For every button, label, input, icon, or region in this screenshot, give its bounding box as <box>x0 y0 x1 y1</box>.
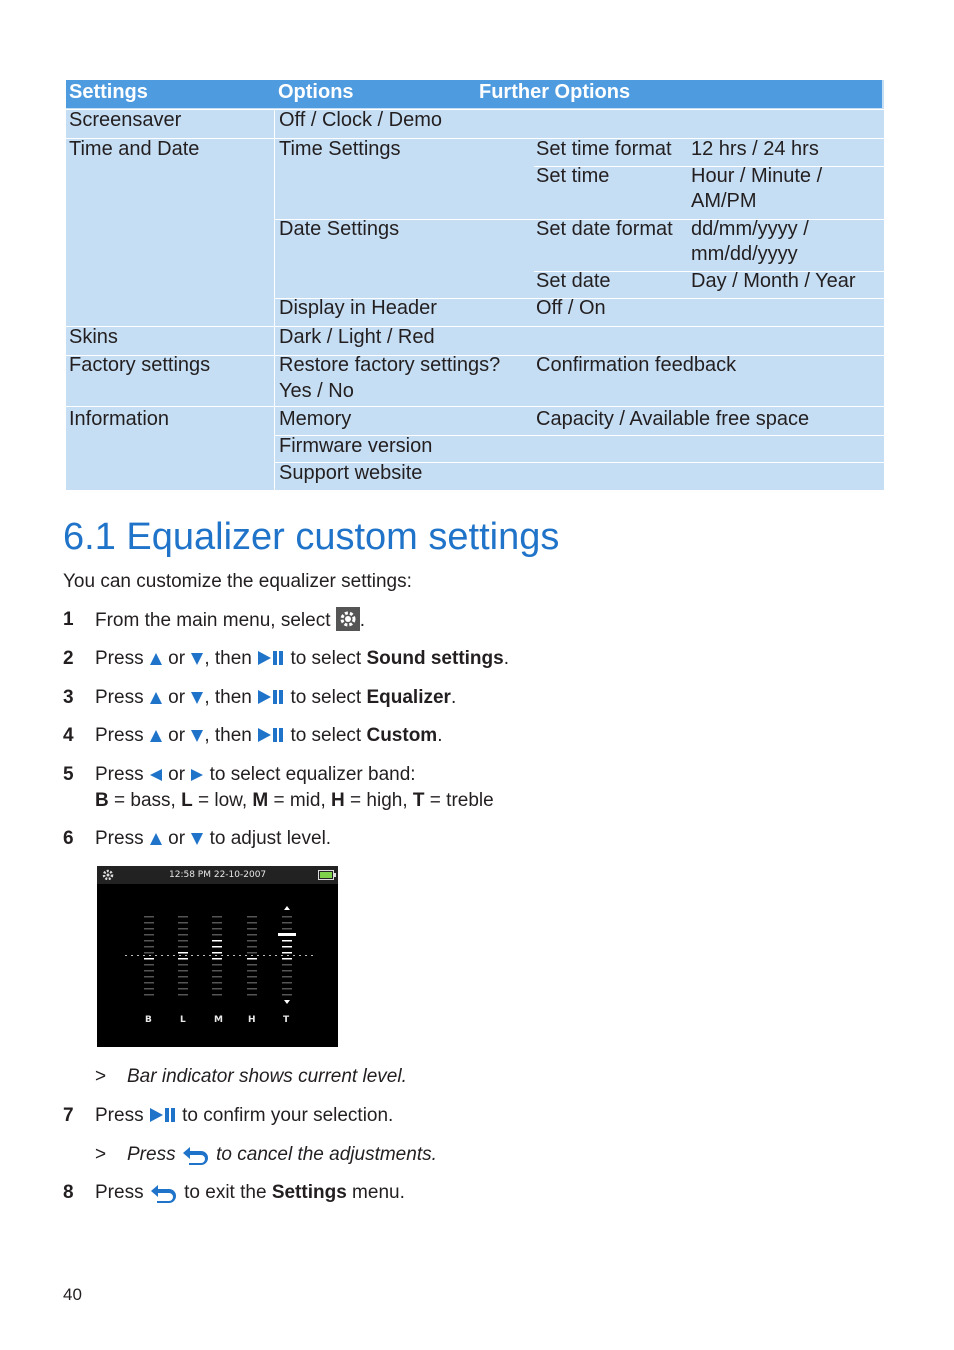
eq-bar-segment <box>247 940 257 942</box>
up-arrow-icon <box>149 652 163 666</box>
center-line-dot <box>269 955 271 956</box>
center-line-dot <box>293 955 295 956</box>
step-5: Press or to select equalizer band: <box>95 764 416 785</box>
center-line-dot <box>179 955 181 956</box>
step-2-number: 2 <box>63 648 74 669</box>
eq-bar-segment <box>247 994 257 996</box>
section-title: 6.1 Equalizer custom settings <box>63 516 560 558</box>
eq-bar-segment <box>282 928 292 930</box>
step-5-band-legend: B = bass, L = low, M = mid, H = high, T = treble <box>95 790 494 811</box>
cell-set-time-value-1: Hour / Minute / <box>691 165 823 187</box>
header-further-options: Further Options <box>479 81 631 103</box>
eq-bar-segment <box>247 982 257 984</box>
eq-bar-segment <box>144 988 154 990</box>
eq-bar-segment <box>212 946 222 948</box>
cell-yes-no: Yes / No <box>279 380 354 402</box>
eq-bar-segment <box>247 964 257 966</box>
table-header-row <box>66 80 884 108</box>
eq-bar-segment <box>212 982 222 984</box>
eq-bar-segment <box>282 964 292 966</box>
eq-bar-segment <box>144 970 154 972</box>
eq-bar-segment <box>212 976 222 978</box>
down-arrow-icon <box>190 729 204 743</box>
eq-bar-segment <box>178 934 188 936</box>
down-arrow-icon <box>190 691 204 705</box>
eq-bar-segment <box>178 916 188 918</box>
cell-set-time-format: Set time format <box>536 138 672 160</box>
settings-gear-icon <box>336 607 360 631</box>
eq-bar-segment <box>144 916 154 918</box>
eq-bar-segment <box>212 916 222 918</box>
cell-set-date-format: Set date format <box>536 218 673 240</box>
eq-bar-segment <box>247 934 257 936</box>
cell-support-website: Support website <box>279 462 423 484</box>
cell-skins-options: Dark / Light / Red <box>279 326 435 348</box>
center-line-dot <box>227 955 229 956</box>
equalizer-screen <box>97 866 338 1047</box>
center-line-dot <box>299 955 301 956</box>
result-2: > Press to cancel the adjustments. <box>95 1144 437 1165</box>
eq-bar-segment <box>212 994 222 996</box>
center-line-dot <box>167 955 169 956</box>
eq-bar-segment <box>282 976 292 978</box>
up-arrow-icon <box>149 832 163 846</box>
eq-bar-segment <box>178 994 188 996</box>
center-line-dot <box>263 955 265 956</box>
eq-bar-segment <box>247 946 257 948</box>
eq-bar-segment <box>247 970 257 972</box>
intro-text: You can customize the equalizer settings: <box>63 571 412 592</box>
eq-bar-segment <box>282 946 292 948</box>
down-arrow-icon <box>190 652 204 666</box>
cell-set-date-format-value-2: mm/dd/yyyy <box>691 243 798 265</box>
center-line-dot <box>161 955 163 956</box>
result-1: > Bar indicator shows current level. <box>95 1066 407 1087</box>
eq-bar-segment <box>212 934 222 936</box>
cell-set-date: Set date <box>536 270 611 292</box>
band-label-high: H <box>248 1015 256 1025</box>
eq-bar-segment <box>144 928 154 930</box>
cell-skins: Skins <box>69 326 118 348</box>
page-number: 40 <box>63 1285 82 1304</box>
step-7: Press to confirm your selection. <box>95 1105 394 1126</box>
play-pause-icon <box>257 689 285 705</box>
eq-bar-segment <box>247 976 257 978</box>
play-pause-icon <box>149 1107 177 1123</box>
eq-bar-segment <box>144 994 154 996</box>
eq-bar-segment <box>212 952 222 954</box>
eq-bar-segment <box>178 940 188 942</box>
eq-bar-segment <box>247 916 257 918</box>
eq-bar-segment <box>178 982 188 984</box>
eq-bar-segment <box>178 946 188 948</box>
center-line-dot <box>305 955 307 956</box>
step-8-number: 8 <box>63 1182 74 1203</box>
eq-bar-segment <box>247 952 257 954</box>
cell-memory: Memory <box>279 408 352 430</box>
eq-bar-segment <box>212 940 222 942</box>
step-8: Press to exit the Settings menu. <box>95 1182 405 1203</box>
cell-screensaver-options: Off / Clock / Demo <box>279 109 443 131</box>
eq-bar-segment <box>144 934 154 936</box>
cell-screensaver: Screensaver <box>69 109 182 131</box>
eq-bar-segment <box>178 988 188 990</box>
eq-bar-segment <box>178 922 188 924</box>
center-line-dot <box>251 955 253 956</box>
eq-bar-segment <box>144 946 154 948</box>
center-line-dot <box>125 955 127 956</box>
cell-information: Information <box>69 408 170 430</box>
cell-memory-value: Capacity / Available free space <box>536 408 810 430</box>
cell-time-settings: Time Settings <box>279 138 401 160</box>
settings-table <box>66 80 884 490</box>
step-7-number: 7 <box>63 1105 74 1126</box>
play-pause-icon <box>257 727 285 743</box>
down-arrow-icon <box>190 832 204 846</box>
cell-set-time: Set time <box>536 165 610 187</box>
center-line-dot <box>209 955 211 956</box>
band-up-arrow <box>284 906 290 910</box>
step-3: Press or , then to select Equalizer. <box>95 687 457 708</box>
band-label-low: L <box>180 1015 186 1025</box>
band-level-marker <box>278 933 296 936</box>
eq-bar-segment <box>144 958 154 960</box>
band-down-arrow <box>284 1000 290 1004</box>
eq-bar-segment <box>212 988 222 990</box>
step-5-number: 5 <box>63 764 74 785</box>
center-line-dot <box>143 955 145 956</box>
play-pause-icon <box>257 650 285 666</box>
eq-bar-segment <box>178 952 188 954</box>
cell-set-time-value-2: AM/PM <box>691 190 757 212</box>
cell-set-time-format-value: 12 hrs / 24 hrs <box>691 138 819 160</box>
back-arrow-icon <box>181 1144 211 1166</box>
center-line-dot <box>173 955 175 956</box>
center-line-dot <box>281 955 283 956</box>
center-line-dot <box>203 955 205 956</box>
center-line-dot <box>239 955 241 956</box>
eq-bar-segment <box>178 928 188 930</box>
band-label-treble: T <box>283 1015 290 1025</box>
eq-bar-segment <box>144 922 154 924</box>
cell-firmware-version: Firmware version <box>279 435 433 457</box>
step-6: Press or to adjust level. <box>95 828 332 849</box>
eq-bar-segment <box>247 922 257 924</box>
step-6-number: 6 <box>63 828 74 849</box>
eq-bar-segment <box>282 958 292 960</box>
step-1: From the main menu, select . <box>95 607 365 634</box>
center-line-dot <box>149 955 151 956</box>
cell-time-and-date: Time and Date <box>69 138 200 160</box>
header-settings: Settings <box>69 81 148 103</box>
cell-display-in-header: Display in Header <box>279 297 437 319</box>
eq-bar-segment <box>212 970 222 972</box>
center-line-dot <box>245 955 247 956</box>
cell-date-settings: Date Settings <box>279 218 400 240</box>
cell-set-date-value: Day / Month / Year <box>691 270 856 292</box>
eq-bar-segment <box>212 928 222 930</box>
right-arrow-icon <box>190 768 204 782</box>
center-line-dot <box>257 955 259 956</box>
cell-factory-settings: Factory settings <box>69 354 211 376</box>
cell-display-in-header-value: Off / On <box>536 297 606 319</box>
center-line-dot <box>131 955 133 956</box>
eq-bar-segment <box>247 988 257 990</box>
up-arrow-icon <box>149 691 163 705</box>
eq-bar-segment <box>144 952 154 954</box>
eq-bar-segment <box>282 970 292 972</box>
step-2: Press or , then to select Sound settings. <box>95 648 509 669</box>
header-options: Options <box>278 81 354 103</box>
band-label-mid: M <box>214 1015 223 1025</box>
center-line-dot <box>185 955 187 956</box>
eq-bar-segment <box>178 970 188 972</box>
eq-bar-segment <box>282 922 292 924</box>
eq-bar-segment <box>178 976 188 978</box>
eq-bar-segment <box>247 958 257 960</box>
cell-restore-factory: Restore factory settings? <box>279 354 501 376</box>
eq-bar-segment <box>144 982 154 984</box>
eq-bar-segment <box>178 964 188 966</box>
eq-bar-segment <box>212 922 222 924</box>
center-line-dot <box>311 955 313 956</box>
eq-bar-segment <box>212 964 222 966</box>
eq-bar-segment <box>282 952 292 954</box>
back-arrow-icon <box>149 1182 179 1204</box>
center-line-dot <box>191 955 193 956</box>
cell-confirmation-feedback: Confirmation feedback <box>536 354 737 376</box>
eq-bar-segment <box>282 982 292 984</box>
up-arrow-icon <box>149 729 163 743</box>
center-line-dot <box>287 955 289 956</box>
step-4: Press or , then to select Custom. <box>95 725 443 746</box>
step-4-number: 4 <box>63 725 74 746</box>
eq-bar-segment <box>212 958 222 960</box>
eq-bar-segment <box>144 976 154 978</box>
eq-bar-segment <box>247 928 257 930</box>
eq-bar-segment <box>282 988 292 990</box>
center-line-dot <box>221 955 223 956</box>
eq-bar-segment <box>282 940 292 942</box>
center-line-dot <box>155 955 157 956</box>
step-1-number: 1 <box>63 609 74 630</box>
center-line-dot <box>197 955 199 956</box>
left-arrow-icon <box>149 768 163 782</box>
cell-set-date-format-value-1: dd/mm/yyyy / <box>691 218 809 240</box>
band-label-bass: B <box>145 1015 152 1025</box>
center-line-dot <box>215 955 217 956</box>
step-3-number: 3 <box>63 687 74 708</box>
status-time: 12:58 PM 22-10-2007 <box>169 870 267 880</box>
eq-bar-segment <box>282 994 292 996</box>
center-line-dot <box>137 955 139 956</box>
center-line-dot <box>233 955 235 956</box>
center-line-dot <box>275 955 277 956</box>
eq-bar-segment <box>282 916 292 918</box>
eq-bar-segment <box>178 958 188 960</box>
eq-bar-segment <box>144 964 154 966</box>
eq-bar-segment <box>144 940 154 942</box>
